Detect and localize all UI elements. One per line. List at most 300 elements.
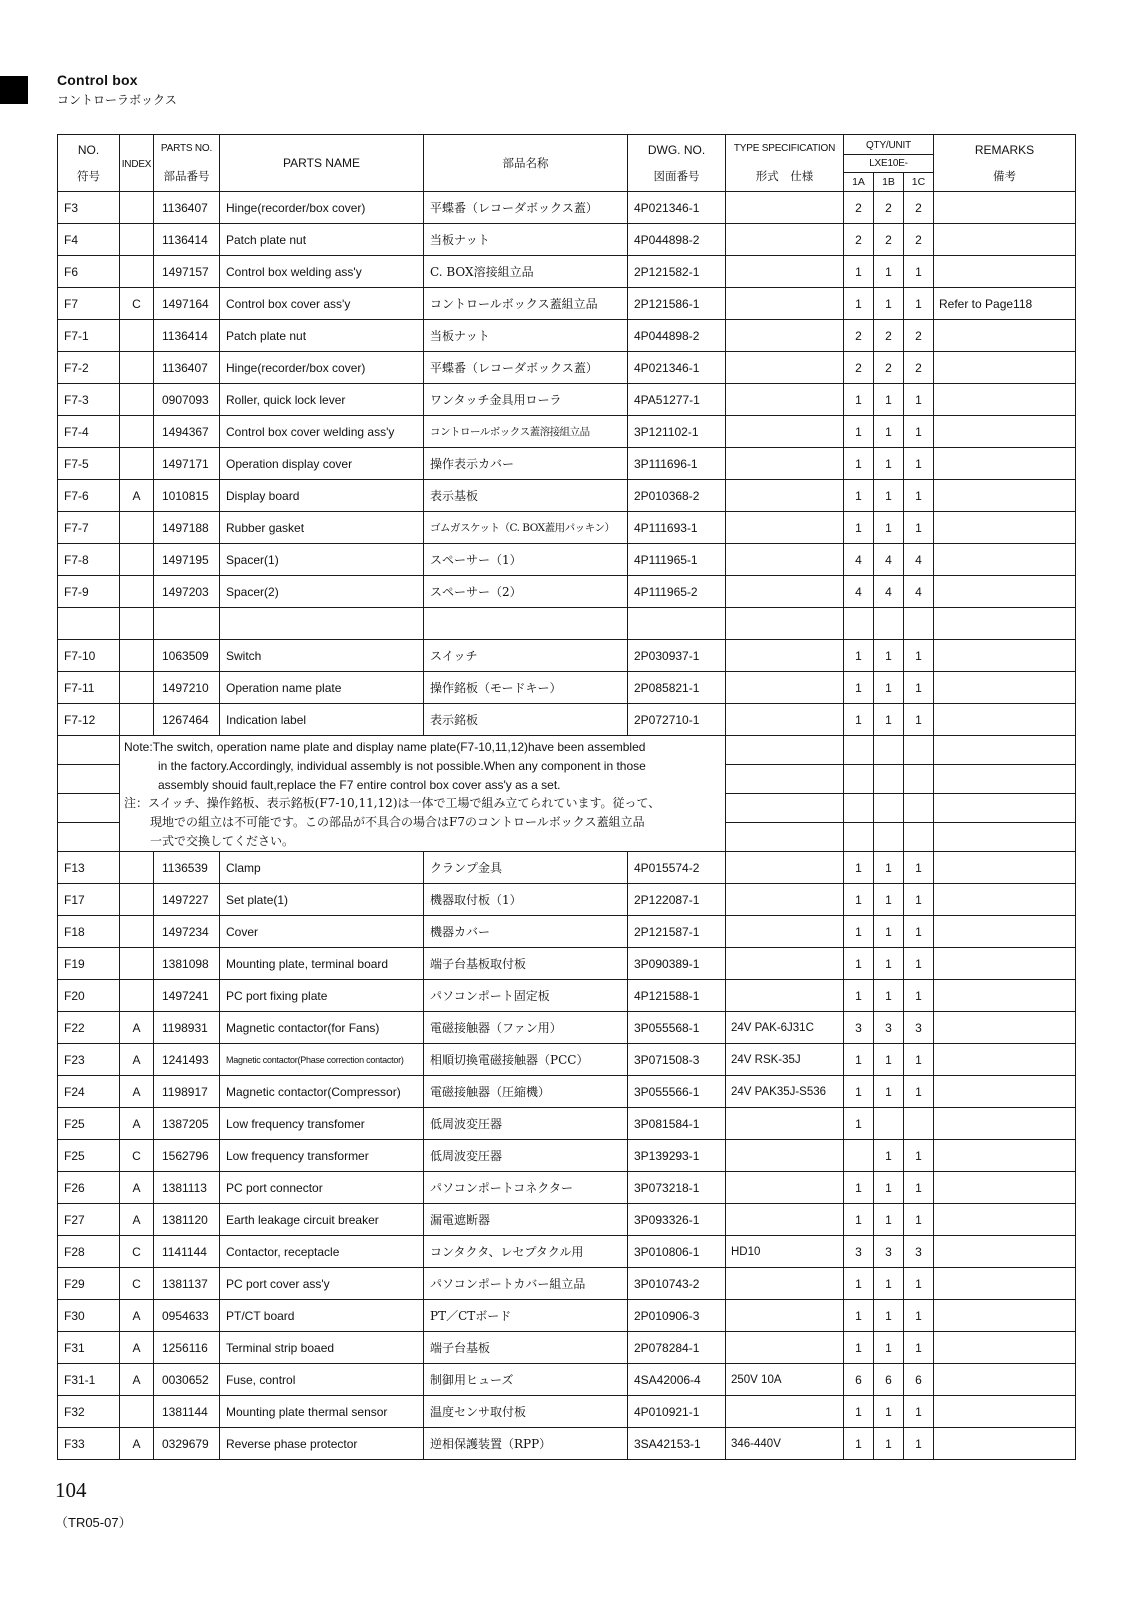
cell-dwg-no: 2P121582-1 — [628, 256, 726, 288]
cell-no — [58, 765, 120, 794]
cell-qty-1b: 1 — [874, 480, 904, 512]
cell-no: F7-6 — [58, 480, 120, 512]
part-row — [58, 1428, 1076, 1460]
cell-type-spec — [726, 640, 844, 672]
cell-parts-name: Patch plate nut — [220, 224, 424, 256]
cell-qty-1c: 1 — [904, 884, 934, 916]
header-dwg-ja: 図面番号 — [653, 169, 700, 183]
cell-parts-name-ja: 表示基板 — [424, 480, 628, 512]
cell-no: F7-12 — [58, 704, 120, 736]
cell-index: C — [120, 1268, 154, 1300]
table-header-row — [58, 135, 1076, 192]
cell-qty-1c: 1 — [904, 416, 934, 448]
header-qty-1a: 1A — [852, 175, 865, 188]
cell-index — [120, 384, 154, 416]
cell-parts-name: Switch — [220, 640, 424, 672]
cell-remarks — [934, 576, 1076, 608]
cell-type-spec — [726, 448, 844, 480]
cell-no: F24 — [58, 1076, 120, 1108]
cell-parts-name: Low frequency transformer — [220, 1140, 424, 1172]
part-row — [58, 448, 1076, 480]
cell-dwg-no: 3P010743-2 — [628, 1268, 726, 1300]
cell-index — [120, 448, 154, 480]
cell-remarks — [934, 512, 1076, 544]
cell-qty-1b — [874, 1108, 904, 1140]
cell-parts-no: 1267464 — [154, 704, 220, 736]
cell-no: F18 — [58, 916, 120, 948]
cell-dwg-no: 3P081584-1 — [628, 1108, 726, 1140]
cell-qty-1b: 1 — [874, 1076, 904, 1108]
cell-index: C — [120, 1140, 154, 1172]
cell-parts-no: 1198917 — [154, 1076, 220, 1108]
cell-parts-no: 1381144 — [154, 1396, 220, 1428]
cell-qty-1a: 1 — [844, 1268, 874, 1300]
cell-qty-1b: 4 — [874, 544, 904, 576]
part-row — [58, 352, 1076, 384]
header-no-ja: 符号 — [77, 169, 100, 183]
cell-parts-name-ja: パソコンポートコネクター — [424, 1172, 628, 1204]
part-row — [58, 1236, 1076, 1268]
cell-index — [120, 852, 154, 884]
cell-index — [120, 320, 154, 352]
cell-no: F27 — [58, 1204, 120, 1236]
cell-parts-name: Magnetic contactor(for Fans) — [220, 1012, 424, 1044]
cell-type-spec — [726, 512, 844, 544]
cell-parts-no: 1198931 — [154, 1012, 220, 1044]
cell-parts-name: PT/CT board — [220, 1300, 424, 1332]
cell-type-spec — [726, 980, 844, 1012]
cell-qty-1b — [874, 736, 904, 765]
cell-parts-no: 1136414 — [154, 320, 220, 352]
cell-qty-1c: 2 — [904, 352, 934, 384]
cell-type-spec — [726, 192, 844, 224]
cell-type-spec — [726, 1108, 844, 1140]
cell-qty-1c: 1 — [904, 672, 934, 704]
cell-parts-name: Spacer(1) — [220, 544, 424, 576]
cell-parts-name-ja: PT／CTボード — [424, 1300, 628, 1332]
header-type-ja: 形式 仕様 — [755, 169, 814, 183]
page-footer — [55, 1478, 132, 1531]
cell-index — [120, 980, 154, 1012]
cell-remarks — [934, 1268, 1076, 1300]
cell-no: F7-3 — [58, 384, 120, 416]
cell-qty-1a — [844, 736, 874, 765]
cell-parts-name-ja: 相順切換電磁接触器（PCC） — [424, 1044, 628, 1076]
cell-qty-1c: 1 — [904, 1044, 934, 1076]
cell-qty-1b: 1 — [874, 1396, 904, 1428]
cell-parts-no: 1136407 — [154, 352, 220, 384]
parts-table-body — [58, 192, 1076, 1460]
cell-parts-name: Fuse, control — [220, 1364, 424, 1396]
cell-parts-name: Spacer(2) — [220, 576, 424, 608]
cell-type-spec — [726, 544, 844, 576]
cell-dwg-no: 3P010806-1 — [628, 1236, 726, 1268]
cell-index — [120, 416, 154, 448]
cell-no: F29 — [58, 1268, 120, 1300]
cell-remarks — [934, 384, 1076, 416]
cell-remarks — [934, 736, 1076, 765]
cell-type-spec — [726, 948, 844, 980]
cell-dwg-no: 3P073218-1 — [628, 1172, 726, 1204]
header-dwg-no — [628, 135, 726, 192]
cell-qty-1b: 1 — [874, 704, 904, 736]
cell-index: A — [120, 1332, 154, 1364]
part-row — [58, 852, 1076, 884]
header-index-label: INDEX — [121, 159, 152, 170]
cell-no: F25 — [58, 1140, 120, 1172]
header-qty-columns — [844, 173, 933, 191]
cell-type-spec — [726, 224, 844, 256]
cell-qty-1b: 1 — [874, 980, 904, 1012]
cell-parts-name-ja: 操作銘板（モードキー） — [424, 672, 628, 704]
cell-qty-1a — [844, 608, 874, 640]
cell-qty-1c: 1 — [904, 1332, 934, 1364]
cell-qty-1c: 6 — [904, 1364, 934, 1396]
assembly-note-line-ja: 現地での組立は不可能です。この部品が不具合の場合はF7のコントロールボックス蓋組立品 — [150, 815, 645, 830]
cell-qty-1a: 1 — [844, 1044, 874, 1076]
cell-parts-no: 1381113 — [154, 1172, 220, 1204]
cell-parts-no: 1497164 — [154, 288, 220, 320]
cell-dwg-no: 4P021346-1 — [628, 192, 726, 224]
assembly-note-line-en: Note:The switch, operation name plate and display name plate(F7-10,11,12)have been assembled — [124, 740, 646, 754]
cell-remarks — [934, 794, 1076, 823]
cell-parts-no: 0329679 — [154, 1428, 220, 1460]
cell-qty-1c: 1 — [904, 1204, 934, 1236]
cell-no: F13 — [58, 852, 120, 884]
header-qty-unit — [844, 135, 934, 192]
part-row — [58, 384, 1076, 416]
cell-qty-1a — [844, 765, 874, 794]
cell-qty-1a: 1 — [844, 448, 874, 480]
cell-qty-1a: 1 — [844, 256, 874, 288]
cell-index — [120, 672, 154, 704]
cell-index — [120, 512, 154, 544]
cell-qty-1a: 1 — [844, 384, 874, 416]
cell-qty-1a: 2 — [844, 192, 874, 224]
cell-qty-1b: 1 — [874, 288, 904, 320]
cell-qty-1c — [904, 823, 934, 852]
cell-remarks — [934, 1172, 1076, 1204]
cell-parts-name: Set plate(1) — [220, 884, 424, 916]
cell-parts-name: Indication label — [220, 704, 424, 736]
cell-parts-name-ja: スイッチ — [424, 640, 628, 672]
cell-dwg-no: 4P111965-1 — [628, 544, 726, 576]
cell-type-spec — [726, 1268, 844, 1300]
cell-parts-name-ja: 端子台基板取付板 — [424, 948, 628, 980]
cell-parts-name-ja: 当板ナット — [424, 320, 628, 352]
cell-index: A — [120, 480, 154, 512]
cell-dwg-no: 2P078284-1 — [628, 1332, 726, 1364]
cell-type-spec — [726, 704, 844, 736]
cell-index: A — [120, 1108, 154, 1140]
cell-type-spec: HD10 — [726, 1236, 844, 1268]
cell-parts-no: 1497157 — [154, 256, 220, 288]
cell-type-spec: 346-440V — [726, 1428, 844, 1460]
cell-parts-name: Hinge(recorder/box cover) — [220, 352, 424, 384]
part-row — [58, 512, 1076, 544]
cell-remarks — [934, 1204, 1076, 1236]
cell-qty-1b: 1 — [874, 884, 904, 916]
part-row — [58, 416, 1076, 448]
cell-parts-no: 1010815 — [154, 480, 220, 512]
cell-type-spec — [726, 256, 844, 288]
cell-parts-no: 1241493 — [154, 1044, 220, 1076]
cell-dwg-no: 4P044898-2 — [628, 224, 726, 256]
header-remarks-en: REMARKS — [974, 143, 1035, 157]
cell-parts-name: Magnetic contactor(Phase correction contactor) — [220, 1044, 424, 1076]
cell-dwg-no: 4P044898-2 — [628, 320, 726, 352]
cell-remarks — [934, 1332, 1076, 1364]
cell-parts-name-ja: 表示銘板 — [424, 704, 628, 736]
cell-remarks — [934, 256, 1076, 288]
cell-parts-name-ja: スペーサー（2） — [424, 576, 628, 608]
header-index — [120, 135, 154, 192]
header-no-en: NO. — [77, 143, 100, 157]
cell-index — [120, 1396, 154, 1428]
cell-qty-1b: 1 — [874, 1204, 904, 1236]
cell-parts-name-ja: パソコンポート固定板 — [424, 980, 628, 1012]
part-row — [58, 1108, 1076, 1140]
cell-no: F32 — [58, 1396, 120, 1428]
cell-parts-no: 1136407 — [154, 192, 220, 224]
part-row — [58, 576, 1076, 608]
cell-no: F19 — [58, 948, 120, 980]
cell-parts-name: Mounting plate thermal sensor — [220, 1396, 424, 1428]
part-row — [58, 224, 1076, 256]
cell-qty-1b — [874, 608, 904, 640]
cell-parts-name-ja: 制御用ヒューズ — [424, 1364, 628, 1396]
cell-qty-1a: 1 — [844, 916, 874, 948]
cell-parts-no: 1497210 — [154, 672, 220, 704]
cell-parts-name: Mounting plate, terminal board — [220, 948, 424, 980]
cell-dwg-no: 3SA42153-1 — [628, 1428, 726, 1460]
cell-parts-no: 1381098 — [154, 948, 220, 980]
cell-qty-1b: 1 — [874, 1140, 904, 1172]
cell-parts-no: 0030652 — [154, 1364, 220, 1396]
cell-qty-1b: 1 — [874, 1332, 904, 1364]
cell-qty-1a: 1 — [844, 852, 874, 884]
cell-dwg-no: 3P071508-3 — [628, 1044, 726, 1076]
cell-no: F3 — [58, 192, 120, 224]
cell-parts-name: Terminal strip boaed — [220, 1332, 424, 1364]
cell-parts-name: Control box cover welding ass'y — [220, 416, 424, 448]
cell-type-spec — [726, 608, 844, 640]
cell-dwg-no: 2P010906-3 — [628, 1300, 726, 1332]
cell-parts-no: 1136414 — [154, 224, 220, 256]
cell-parts-name-ja: 端子台基板 — [424, 1332, 628, 1364]
cell-index: A — [120, 1012, 154, 1044]
cell-no: F7-4 — [58, 416, 120, 448]
header-parts-name-label: PARTS NAME — [283, 156, 360, 170]
cell-qty-1b — [874, 765, 904, 794]
cell-remarks — [934, 1108, 1076, 1140]
cell-remarks — [934, 480, 1076, 512]
cell-remarks — [934, 448, 1076, 480]
cell-qty-1b: 2 — [874, 192, 904, 224]
cell-qty-1a: 1 — [844, 1204, 874, 1236]
cell-parts-name: PC port cover ass'y — [220, 1268, 424, 1300]
cell-remarks — [934, 1364, 1076, 1396]
cell-index: A — [120, 1172, 154, 1204]
cell-parts-name-ja: 逆相保護装置（RPP） — [424, 1428, 628, 1460]
cell-type-spec: 24V PAK35J-S536 — [726, 1076, 844, 1108]
cell-parts-name: Patch plate nut — [220, 320, 424, 352]
cell-parts-no: 1562796 — [154, 1140, 220, 1172]
cell-qty-1a: 2 — [844, 224, 874, 256]
cell-index — [120, 884, 154, 916]
cell-qty-1a: 1 — [844, 1076, 874, 1108]
section-tab-marker — [0, 76, 28, 104]
cell-parts-no: 1387205 — [154, 1108, 220, 1140]
cell-no: F7-10 — [58, 640, 120, 672]
cell-parts-name-ja: 温度センサ取付板 — [424, 1396, 628, 1428]
cell-qty-1a — [844, 1140, 874, 1172]
cell-type-spec — [726, 576, 844, 608]
cell-no: F7-11 — [58, 672, 120, 704]
cell-parts-name: Magnetic contactor(Compressor) — [220, 1076, 424, 1108]
cell-type-spec — [726, 416, 844, 448]
cell-qty-1a: 1 — [844, 948, 874, 980]
cell-qty-1c: 1 — [904, 256, 934, 288]
cell-qty-1c: 2 — [904, 320, 934, 352]
cell-type-spec: 24V RSK-35J — [726, 1044, 844, 1076]
cell-qty-1a: 1 — [844, 980, 874, 1012]
cell-qty-1c: 3 — [904, 1012, 934, 1044]
cell-parts-no: 1381137 — [154, 1268, 220, 1300]
cell-qty-1c: 1 — [904, 852, 934, 884]
cell-parts-name: Contactor, receptacle — [220, 1236, 424, 1268]
cell-qty-1a: 1 — [844, 1332, 874, 1364]
cell-qty-1b: 1 — [874, 1044, 904, 1076]
cell-remarks: Refer to Page118 — [934, 288, 1076, 320]
spacer-row — [58, 608, 1076, 640]
cell-parts-name-ja: C. BOX溶接組立品 — [424, 256, 628, 288]
cell-index: C — [120, 288, 154, 320]
part-row — [58, 884, 1076, 916]
cell-dwg-no: 4SA42006-4 — [628, 1364, 726, 1396]
header-parts-no-en: PARTS NO. — [160, 143, 213, 154]
cell-qty-1c: 1 — [904, 512, 934, 544]
cell-no: F7-5 — [58, 448, 120, 480]
cell-type-spec — [726, 672, 844, 704]
cell-parts-name-ja: 当板ナット — [424, 224, 628, 256]
cell-type-spec — [726, 1332, 844, 1364]
cell-qty-1a: 3 — [844, 1236, 874, 1268]
cell-type-spec — [726, 765, 844, 794]
cell-type-spec — [726, 384, 844, 416]
assembly-note-line-ja: 一式で交換してください。 — [150, 833, 295, 848]
cell-index — [120, 576, 154, 608]
cell-qty-1c: 1 — [904, 948, 934, 980]
cell-parts-name: PC port connector — [220, 1172, 424, 1204]
cell-parts-no: 0907093 — [154, 384, 220, 416]
cell-qty-1b: 2 — [874, 224, 904, 256]
cell-qty-1b: 1 — [874, 948, 904, 980]
cell-parts-name-ja: ワンタッチ金具用ローラ — [424, 384, 628, 416]
cell-remarks — [934, 948, 1076, 980]
cell-remarks — [934, 1236, 1076, 1268]
cell-index — [120, 704, 154, 736]
cell-qty-1b: 1 — [874, 1172, 904, 1204]
cell-remarks — [934, 320, 1076, 352]
cell-parts-no: 1381120 — [154, 1204, 220, 1236]
cell-index — [120, 608, 154, 640]
part-row — [58, 1364, 1076, 1396]
cell-no: F6 — [58, 256, 120, 288]
cell-remarks — [934, 1140, 1076, 1172]
header-parts-no-ja: 部品番号 — [163, 169, 210, 183]
cell-type-spec — [726, 352, 844, 384]
cell-qty-1c: 4 — [904, 576, 934, 608]
cell-qty-1a: 2 — [844, 320, 874, 352]
cell-qty-1c: 1 — [904, 1172, 934, 1204]
cell-index — [120, 224, 154, 256]
part-row — [58, 1300, 1076, 1332]
cell-qty-1c: 2 — [904, 224, 934, 256]
cell-qty-1b: 1 — [874, 384, 904, 416]
cell-qty-1a — [844, 794, 874, 823]
header-type-spec — [726, 135, 844, 192]
page-title — [57, 72, 177, 108]
cell-qty-1c: 1 — [904, 640, 934, 672]
cell-parts-name-ja: コントロールボックス蓋組立品 — [424, 288, 628, 320]
header-remarks-ja: 備考 — [993, 169, 1016, 183]
cell-remarks — [934, 1076, 1076, 1108]
cell-index: A — [120, 1044, 154, 1076]
cell-index: A — [120, 1300, 154, 1332]
cell-index: A — [120, 1076, 154, 1108]
cell-parts-name-ja: 低周波変圧器 — [424, 1108, 628, 1140]
cell-qty-1b — [874, 794, 904, 823]
cell-qty-1c: 1 — [904, 384, 934, 416]
cell-qty-1c: 1 — [904, 1076, 934, 1108]
cell-dwg-no: 4P111693-1 — [628, 512, 726, 544]
cell-index: A — [120, 1204, 154, 1236]
cell-qty-1c — [904, 1108, 934, 1140]
cell-parts-name: Control box cover ass'y — [220, 288, 424, 320]
cell-parts-name: Operation display cover — [220, 448, 424, 480]
part-row — [58, 288, 1076, 320]
header-remarks — [934, 135, 1076, 192]
cell-dwg-no: 4P010921-1 — [628, 1396, 726, 1428]
cell-dwg-no: 2P085821-1 — [628, 672, 726, 704]
part-row — [58, 1044, 1076, 1076]
cell-parts-name-ja: 漏電遮断器 — [424, 1204, 628, 1236]
cell-qty-1c: 1 — [904, 1428, 934, 1460]
cell-dwg-no: 2P122087-1 — [628, 884, 726, 916]
cell-qty-1b: 1 — [874, 672, 904, 704]
cell-parts-name-ja: 機器取付板（1） — [424, 884, 628, 916]
cell-qty-1a: 1 — [844, 512, 874, 544]
cell-qty-1c: 4 — [904, 544, 934, 576]
cell-index — [120, 352, 154, 384]
cell-dwg-no: 2P121587-1 — [628, 916, 726, 948]
cell-no: F26 — [58, 1172, 120, 1204]
cell-parts-no: 1136539 — [154, 852, 220, 884]
cell-qty-1a: 1 — [844, 1108, 874, 1140]
cell-type-spec: 250V 10A — [726, 1364, 844, 1396]
cell-dwg-no: 4P111965-2 — [628, 576, 726, 608]
part-row — [58, 1332, 1076, 1364]
cell-parts-name-ja: パソコンポートカバー組立品 — [424, 1268, 628, 1300]
cell-qty-1c — [904, 608, 934, 640]
cell-qty-1c: 1 — [904, 704, 934, 736]
cell-type-spec — [726, 884, 844, 916]
header-qty-1b: 1B — [873, 173, 903, 191]
part-row — [58, 1012, 1076, 1044]
cell-dwg-no: 3P111696-1 — [628, 448, 726, 480]
page-title-en: Control box — [57, 72, 138, 88]
